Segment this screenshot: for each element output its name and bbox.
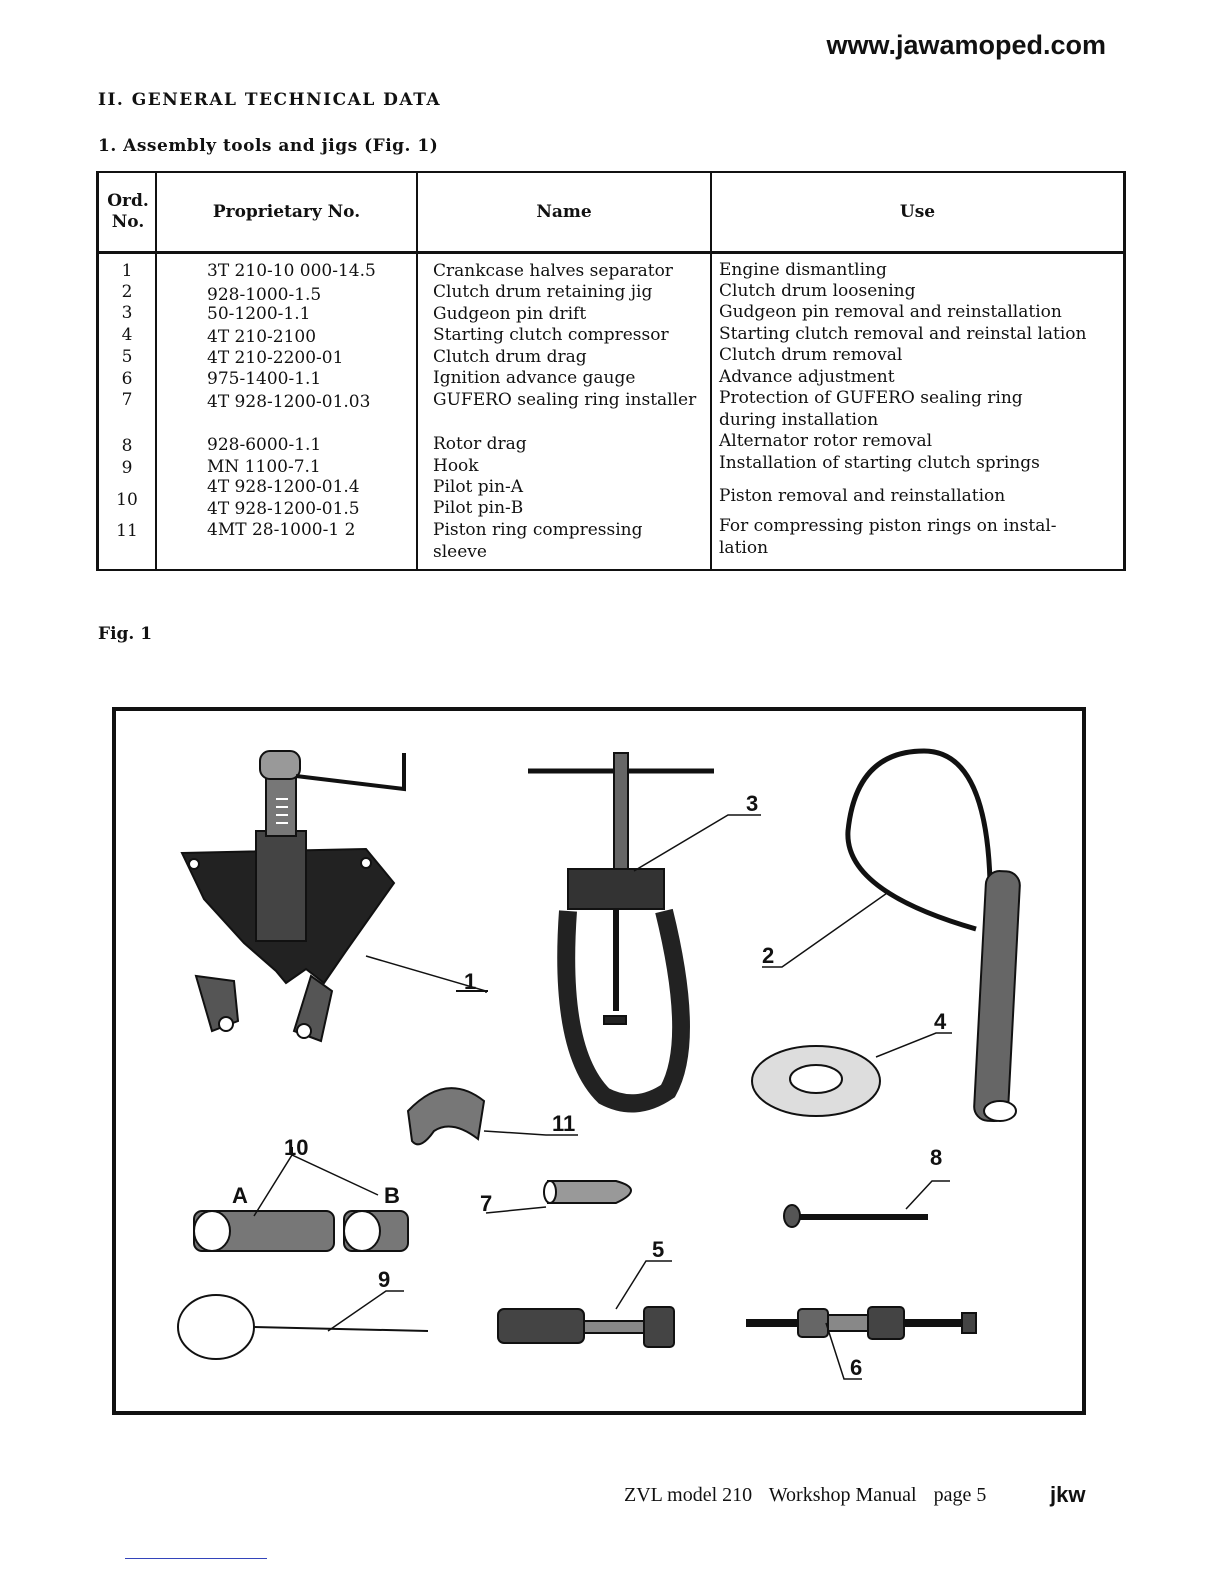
proprietary-no-cell: 4T 210-2200-01 bbox=[207, 348, 344, 368]
website-url: www.jawamoped.com bbox=[826, 30, 1106, 60]
proprietary-no-cell: 4T 928-1200-01.5 bbox=[207, 499, 360, 519]
name-cell: Clutch drum drag bbox=[433, 347, 587, 367]
proprietary-no-cell: 4MT 28-1000-1 2 bbox=[207, 520, 356, 540]
hook-drawing bbox=[178, 1295, 428, 1359]
use-cell: Starting clutch removal and reinstal lation bbox=[719, 324, 1087, 344]
use-cell: Clutch drum removal bbox=[719, 345, 903, 365]
use-cell: Protection of GUFERO sealing ring bbox=[719, 388, 1023, 408]
footer bbox=[624, 1484, 998, 1507]
ord-no-cell: 7 bbox=[121, 390, 133, 410]
callout-5: 5 bbox=[652, 1237, 665, 1262]
header-name: Name bbox=[536, 201, 592, 222]
ord-no-cell: 8 bbox=[121, 436, 133, 456]
proprietary-no-cell: 3T 210-10 000-14.5 bbox=[207, 261, 376, 281]
ord-no-cell: 1 bbox=[121, 261, 133, 281]
ord-no-cell: 5 bbox=[121, 347, 133, 367]
callout-b: B bbox=[384, 1183, 400, 1208]
header-ord-no: Ord. No. bbox=[107, 191, 149, 232]
callout-4: 4 bbox=[934, 1009, 947, 1034]
use-cell: Gudgeon pin removal and reinstallation bbox=[719, 302, 1062, 322]
proprietary-no-cell: 928-6000-1.1 bbox=[207, 435, 322, 455]
footer-page: page 5 bbox=[933, 1484, 987, 1506]
name-cell: Clutch drum retaining jig bbox=[433, 282, 653, 302]
proprietary-no-cell: MN 1100-7.1 bbox=[207, 457, 321, 477]
callout-7: 7 bbox=[480, 1191, 493, 1216]
callout-10: 10 bbox=[284, 1135, 309, 1160]
use-cell: Installation of starting clutch springs bbox=[719, 453, 1040, 473]
name-cell: Rotor drag bbox=[433, 434, 527, 454]
ord-no-cell: 3 bbox=[121, 303, 133, 323]
ord-no-cell: 11 bbox=[116, 521, 138, 541]
ord-no-cell: 2 bbox=[121, 282, 133, 302]
proprietary-no-cell: 928-1000-1.5 bbox=[207, 285, 322, 305]
ord-no-cell: 6 bbox=[121, 369, 133, 389]
link-underline bbox=[125, 1558, 267, 1559]
tools-table bbox=[96, 171, 1126, 571]
proprietary-no-cell: 4T 928-1200-01.4 bbox=[207, 477, 360, 497]
use-cell: Alternator rotor removal bbox=[719, 431, 933, 451]
use-cell: Advance adjustment bbox=[719, 367, 895, 387]
figure-label: Fig. 1 bbox=[98, 624, 153, 644]
use-cell: Clutch drum loosening bbox=[719, 281, 916, 301]
tools-illustration bbox=[116, 711, 1082, 1411]
name-cell: Crankcase halves separator bbox=[433, 261, 673, 281]
use-cell: Engine dismantling bbox=[719, 260, 887, 280]
name-cell: Pilot pin-A bbox=[433, 477, 524, 497]
name-cell: Ignition advance gauge bbox=[433, 368, 636, 388]
ring-sleeve-drawing bbox=[408, 1088, 484, 1144]
header-separator bbox=[99, 251, 1123, 254]
name-cell: Piston ring compressing bbox=[433, 520, 643, 540]
callout-11: 11 bbox=[552, 1111, 576, 1136]
callout-8: 8 bbox=[930, 1145, 943, 1170]
use-cell: For compressing piston rings on instal- bbox=[719, 516, 1057, 536]
tools-figure bbox=[112, 707, 1086, 1415]
header-proprietary-no: Proprietary No. bbox=[212, 201, 361, 222]
footer-title: Workshop Manual bbox=[768, 1484, 917, 1506]
proprietary-no-cell: 50-1200-1.1 bbox=[207, 304, 311, 324]
name-cell: Starting clutch compressor bbox=[433, 325, 669, 345]
sub-title: 1. Assembly tools and jigs (Fig. 1) bbox=[98, 136, 439, 156]
callout-9: 9 bbox=[378, 1267, 391, 1292]
crankcase-separator-drawing bbox=[182, 751, 404, 1041]
ord-no-cell: 4 bbox=[121, 325, 133, 345]
tool-6-drawing bbox=[746, 1307, 976, 1339]
use-cell: during installation bbox=[719, 410, 879, 430]
name-cell: sleeve bbox=[433, 542, 487, 562]
author-initials: jkw bbox=[1050, 1482, 1086, 1507]
advance-gauge-drawing bbox=[544, 1181, 631, 1203]
callout-3: 3 bbox=[746, 791, 759, 816]
callout-a: A bbox=[232, 1183, 248, 1208]
use-cell: lation bbox=[719, 538, 769, 558]
ord-no-cell: 9 bbox=[121, 458, 133, 478]
pilot-pins-drawing bbox=[194, 1211, 408, 1251]
name-cell: Gudgeon pin drift bbox=[433, 304, 587, 324]
callout-1: 1 bbox=[464, 969, 477, 994]
name-cell: Pilot pin-B bbox=[433, 498, 524, 518]
proprietary-no-cell: 4T 210-2100 bbox=[207, 327, 317, 347]
proprietary-no-cell: 975-1400-1.1 bbox=[207, 369, 322, 389]
ord-no-cell: 10 bbox=[116, 490, 138, 510]
name-cell: GUFERO sealing ring installer bbox=[433, 390, 697, 410]
use-cell: Piston removal and reinstallation bbox=[719, 486, 1006, 506]
section-title: II. GENERAL TECHNICAL DATA bbox=[98, 90, 442, 110]
gudgeon-pin-drift-drawing bbox=[528, 753, 714, 1103]
header-use: Use bbox=[899, 201, 936, 222]
callout-6: 6 bbox=[850, 1355, 863, 1380]
name-cell: Hook bbox=[433, 456, 479, 476]
callout-2: 2 bbox=[762, 943, 775, 968]
clutch-drum-drag-drawing bbox=[498, 1307, 674, 1347]
proprietary-no-cell: 4T 928-1200-01.03 bbox=[207, 392, 371, 412]
washer-drawing bbox=[752, 1046, 880, 1116]
footer-model: ZVL model 210 bbox=[624, 1484, 753, 1506]
